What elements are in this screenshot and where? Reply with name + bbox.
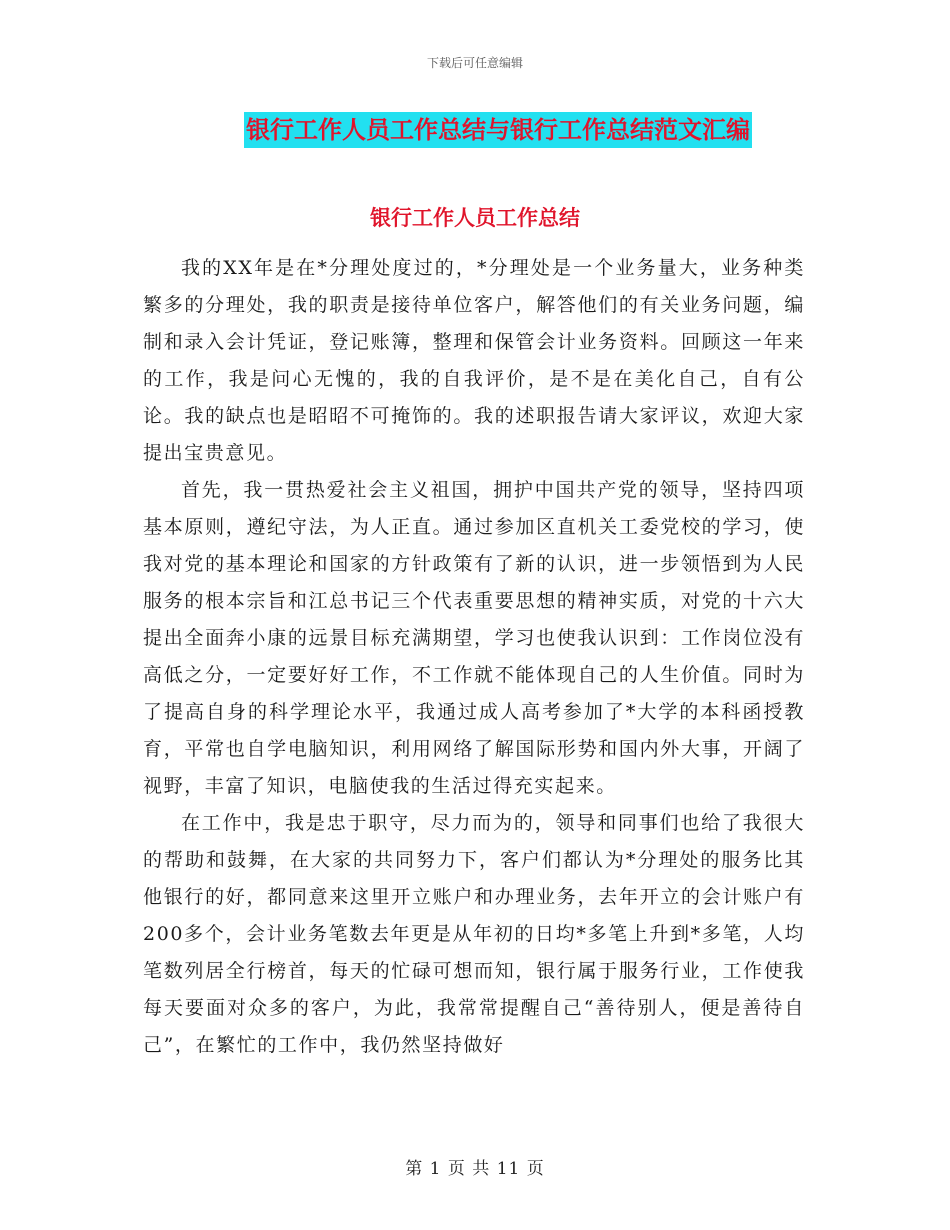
paragraph-2: 首先，我一贯热爱社会主义祖国，拥护中国共产党的领导，坚持四项基本原则，遵纪守法，为人正直。通过参加区直机关工委党校的学习，使我对党的基本理论和国家的方针政策有了新的认识，进一步领悟到为人民服务的根本宗旨和江总书记三个代表重要思想的精神实质，对党的十六大提出全面奔小康的远景目标充满期望，学习也使我认识到：工作岗位没有高低之分，一定要好好工作，不工作就不能体现自己的人生价值。同时为了提高自身的科学理论水平，我通过成人高考参加了*大学的本科函授教育，平常也自学电脑知识，利用网络了解国际形势和国内外大事，开阔了视野，丰富了知识，电脑使我的生活过得充实起来。 — [143, 479, 805, 797]
document-body — [143, 250, 805, 1064]
document-title-container — [0, 112, 950, 148]
page-number-footer: 第 1 页 共 11 页 — [405, 1159, 545, 1179]
paragraph-3: 在工作中，我是忠于职守，尽力而为的，领导和同事们也给了我很大的帮助和鼓舞，在大家的共同努力下，客户们都认为*分理处的服务比其他银行的好，都同意来这里开立账户和办理业务，去年开立的会计账户有200多个，会计业务笔数去年更是从年初的日均*多笔上升到*多笔，人均笔数列居全行榜首，每天的忙碌可想而知，银行属于服务行业，工作使我每天要面对众多的客户，为此，我常常提醒自己“善待别人，便是善待自己”，在繁忙的工作中，我仍然坚持做好 — [143, 812, 805, 1056]
document-title: 银行工作人员工作总结与银行工作总结范文汇编 — [244, 112, 752, 148]
paragraph-1: 我的XX年是在*分理处度过的，*分理处是一个业务量大，业务种类繁多的分理处，我的职责是接待单位客户，解答他们的有关业务问题，编制和录入会计凭证，登记账簿，整理和保管会计业务资料。回顾这一年来的工作，我是问心无愧的，我的自我评价，是不是在美化自己，自有公论。我的缺点也是昭昭不可掩饰的。我的述职报告请大家评议，欢迎大家提出宝贵意见。 — [143, 257, 805, 464]
page-header-note: 下载后可任意编辑 — [426, 56, 523, 70]
section-title: 银行工作人员工作总结 — [370, 206, 580, 230]
